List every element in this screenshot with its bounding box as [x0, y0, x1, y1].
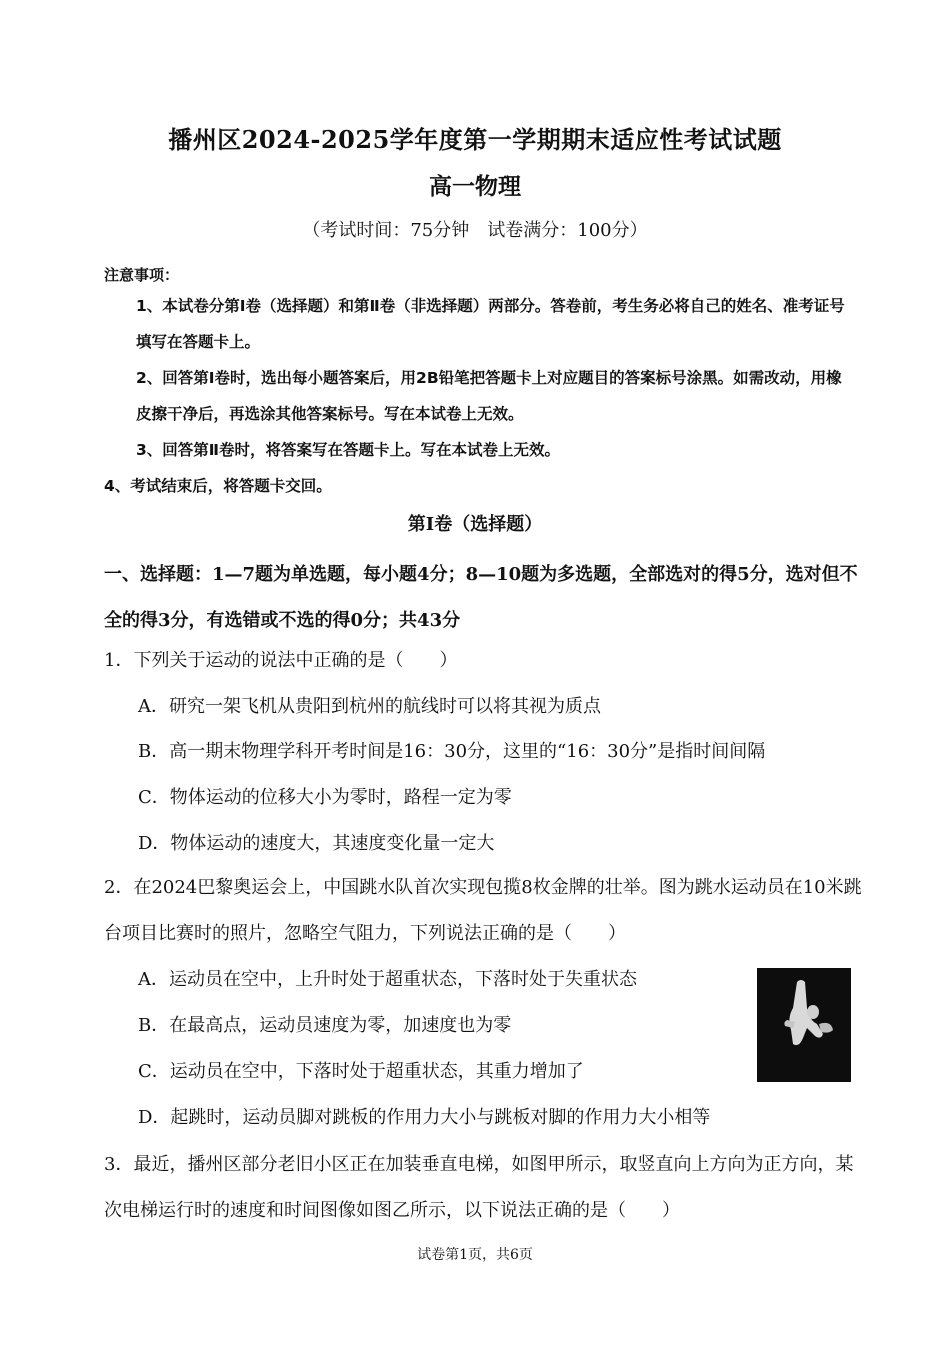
question-1-stem: 1．下列关于运动的说法中正确的是（ ） [104, 650, 458, 671]
question-3-stem: 3．最近，播州区部分老旧小区正在加装垂直电梯，如图甲所示，取竖直向上方向为正方向，某次电梯运行时的速度和时间图像如图乙所示，以下说法正确的是（ ） [104, 1154, 854, 1221]
diver-figure-icon [757, 968, 851, 1082]
question-2-option-d: D．起跳时，运动员脚对跳板的作用力大小与跳板对脚的作用力大小相等 [138, 1107, 711, 1128]
exam-info: （考试时间：75分钟 试卷满分：100分） [302, 220, 648, 241]
notice-heading: 注意事项： [104, 266, 180, 284]
question-1-option-d: D．物体运动的速度大，其速度变化量一定大 [138, 833, 495, 854]
notice-item-3 [104, 432, 854, 468]
diver-photo [757, 968, 851, 1082]
question-1-option-c: C．物体运动的位移大小为零时，路程一定为零 [138, 787, 512, 808]
question-1-option-a: A．研究一架飞机从贵阳到杭州的航线时可以将其视为质点 [138, 696, 601, 717]
question-2-option-a: A．运动员在空中，上升时处于超重状态，下落时处于失重状态 [138, 969, 637, 990]
notice-item-2 [104, 360, 854, 432]
notice-item-1 [104, 288, 854, 360]
notice-item-4-text: 4、考试结束后，将答题卡交回。 [104, 477, 332, 495]
notice-item-1-text: 1、本试卷分第Ⅰ卷（选择题）和第Ⅱ卷（非选择题）两部分。答卷前，考生务必将自己的姓名、准考证号填写在答题卡上。 [136, 297, 845, 351]
subject-title: 高一物理 [429, 173, 521, 200]
question-2-option-b: B．在最高点，运动员速度为零，加速度也为零 [138, 1015, 512, 1036]
notice-item-3-text: 3、回答第Ⅱ卷时，将答案写在答题卡上。写在本试卷上无效。 [136, 441, 560, 459]
notice-item-2-text: 2、回答第Ⅰ卷时，选出每小题答案后，用2B铅笔把答题卡上对应题目的答案标号涂黑。如需改动，用橡皮擦干净后，再选涂其他答案标号。写在本试卷上无效。 [136, 369, 842, 423]
page-footer: 试卷第1页，共6页 [417, 1247, 533, 1263]
section-heading: 第Ⅰ卷（选择题） [407, 514, 543, 535]
question-2-stem: 2．在2024巴黎奥运会上，中国跳水队首次实现包揽8枚金牌的壮举。图为跳水运动员在10米跳台项目比赛时的照片，忽略空气阻力，下列说法正确的是（ ） [104, 877, 862, 944]
notice-item-4 [104, 468, 854, 504]
exam-title: 播州区2024-2025学年度第一学期期末适应性考试试题 [168, 125, 782, 154]
question-1-option-b: B．高一期末物理学科开考时间是16：30分，这里的“16：30分”是指时间间隔 [138, 741, 766, 762]
section-instructions: 一、选择题：1—7题为单选题，每小题4分；8—10题为多选题，全部选对的得5分，选对但不全的得3分，有选错或不选的得0分；共43分 [104, 564, 858, 631]
question-2-option-c: C．运动员在空中，下落时处于超重状态，其重力增加了 [138, 1061, 584, 1082]
